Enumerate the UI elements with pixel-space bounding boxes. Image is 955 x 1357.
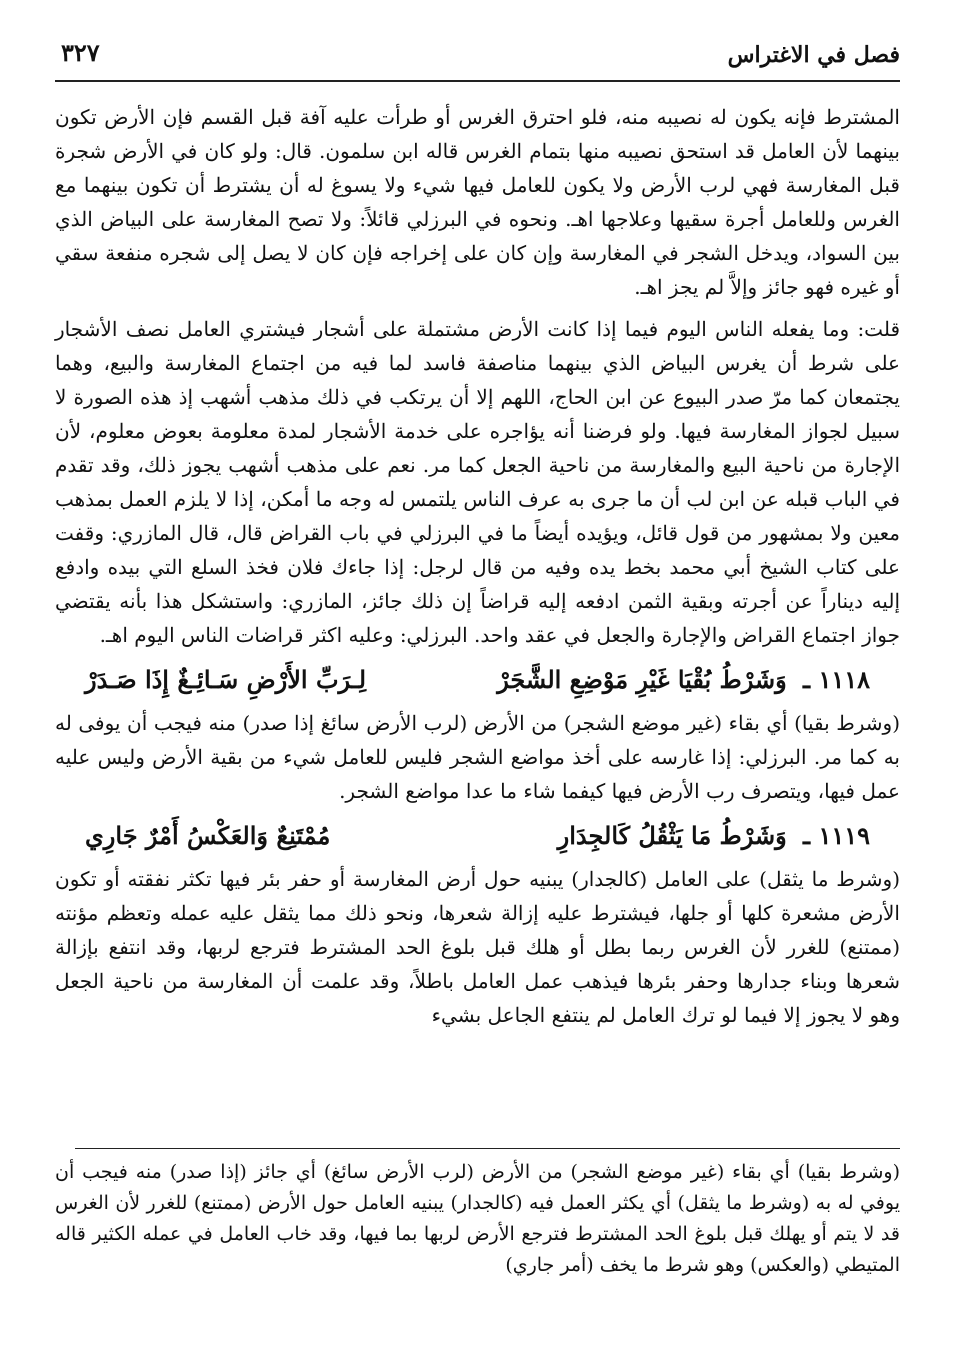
paragraph-2: قلت: وما يفعله الناس اليوم فيما إذا كانت الأرض مشتملة على أشجار فيشتري العامل نصف الأشجار على شرط أن يغرس البياض الذي بينهما مناصفة فاسد لما فيه من اجتماع المغارسة والبيع، وهما يجتمعان كما مرّ صدر البيوع عن ابن الحاج، اللهم إلا أن يرتكب في ذلك مذهب أشهب إذ هذه الصورة لا سبيل لجواز المغارسة فيها. ولو فرضنا أنه يؤاجره على خدمة الأشجار لمدة معلومة بعوض معلوم، لأن الإجارة من ناحية البيع والمغارسة من ناحية الجعل كما مر. نعم على مذهب أشهب يجوز ذلك، وقد تقدم في الباب قبله عن ابن لب أن ما جرى به عرف الناس يلتمس له وجه ما أمكن، إذا لا يلزم العمل بمذهب معين ولا بمشهور من قول قائل، ويؤيده أيضاً ما في البرزلي في باب القراض قال، قال المازري: وقفت على كتاب الشيخ أبي محمد بخط يده وفيه من قال لرجل: إذا جاءك فلان فخذ السلع التي بيده وادفع إليه ديناراً عن أجرته وبقية الثمن ادفعه إليه قراضاً إن ذلك جائز، المازري: واستشكل هذا بأنه يقتضي جواز اجتماع القراض والإجارة والجعل في عقد واحد. البرزلي: وعليه اكثر قراضات الناس اليوم اهـ.: [55, 317, 900, 647]
verse-1118: [55, 660, 900, 700]
verse-second-hemistich: مُمْتَنِعٌ وَالعَكْسُ أَمْرٌ جَارِي: [85, 821, 331, 850]
footnote: (وشرط بقيا) أي بقاء (غير موضع الشجر) من الأرض (لرب الأرض سائغ) أي جائز (إذا صدر) منه فيجب أن يوفي له به (وشرط ما يثقل) أي يكثر العمل فيه (كالجدار) يبنيه العامل حول الأرض (ممتنع) للغرر لأن الغرس قد لا يتم أو يهلك قبل بلوغ الحد المشترط فترجع الأرض لربها بما فيها، وقد خاب العامل في عمله الكثير قاله المتيطي (والعكس) وهو شرط ما يخف (أمر جاري): [55, 1161, 900, 1276]
verse-number: ١١١٨ ـ: [803, 665, 870, 694]
verse-second-hemistich: لِـرَبِّ الأَرْضِ سَـائِـغٌ إِذَا صَـدَرْ: [85, 665, 367, 694]
chapter-title: فصل في الاغتراس: [727, 42, 900, 68]
commentary-1118: (وشرط بقيا) أي بقاء (غير موضع الشجر) من الأرض (لرب الأرض سائغ إذا صدر) منه فيجب أن يوفى له به كما مر. البرزلي: إذا غارسه على أخذ مواضع الشجر فليس للعامل شيء من بقية الأرض وليس عليه عمل فيها، ويتصرف رب الأرض فيها كيفما شاء ما عدا مواضع الشجر.: [55, 711, 901, 803]
page-header: [55, 28, 900, 82]
verse-1119: [55, 816, 900, 856]
paragraph-1: المشترط فإنه يكون له نصيبه منه، فلو احترق الغرس أو طرأت عليه آفة قبل القسم فإن الأرض تكون بينهما لأن العامل قد استحق نصيبه منها بتمام الغرس قاله ابن سلمون. قال: ولو كان في الأرض شجرة قبل المغارسة فهي لرب الأرض ولا يكون للعامل فيها شيء ولا يسوغ له أن يشترط أن تكون بينهما مع الغرس وللعامل أجرة سقيها وعلاجها اهـ. ونحوه في البرزلي قائلاً: ولا تصح المغارسة على البياض الذي بين السواد، ويدخل الشجر في المغارسة وإن كان على إخراجه فإن كان لا يصل إلى شجره منفعة سقي أو غيره فهو جائز وإلاَّ لم يجز اهـ.: [55, 105, 900, 299]
verse-first-hemistich: وَشَرْطُ مَا يَثْقُلُ كَالجِدَارِ: [557, 821, 787, 850]
commentary-1119: (وشرط ما يثقل) على العامل (كالجدار) يبنيه حول أرض المغارسة أو حفر بئر فيها تكثر نفقته أو تكون الأرض مشعرة كلها أو جلها، فيشترط عليه إزالة شعرها، ونحو ذلك مما يثقل عليه عمله وتعظم مؤنته (ممتنع) للغرر لأن الغرس ربما بطل أو هلك قبل بلوغ الحد المشترط فترجع لربها، وقد انتفع بإزالة شعرها وبناء جدارها وحفر بئرها فيذهب عمل العامل باطلاً، وقد علمت أن المغارسة من ناحية الجعل وهو لا يجوز إلا فيما لو ترك العامل لم ينتفع الجاعل بشيء: [55, 867, 900, 1027]
verse-number: ١١١٩ ـ: [803, 821, 870, 850]
page-number: ٣٢٧: [61, 38, 100, 67]
footnote-divider: [75, 1148, 900, 1149]
main-text: [55, 100, 900, 1040]
verse-first-hemistich: وَشَرْطُ بُقْيَا غَيْرِ مَوْضِعِ الشَّجَرْ: [497, 665, 787, 694]
